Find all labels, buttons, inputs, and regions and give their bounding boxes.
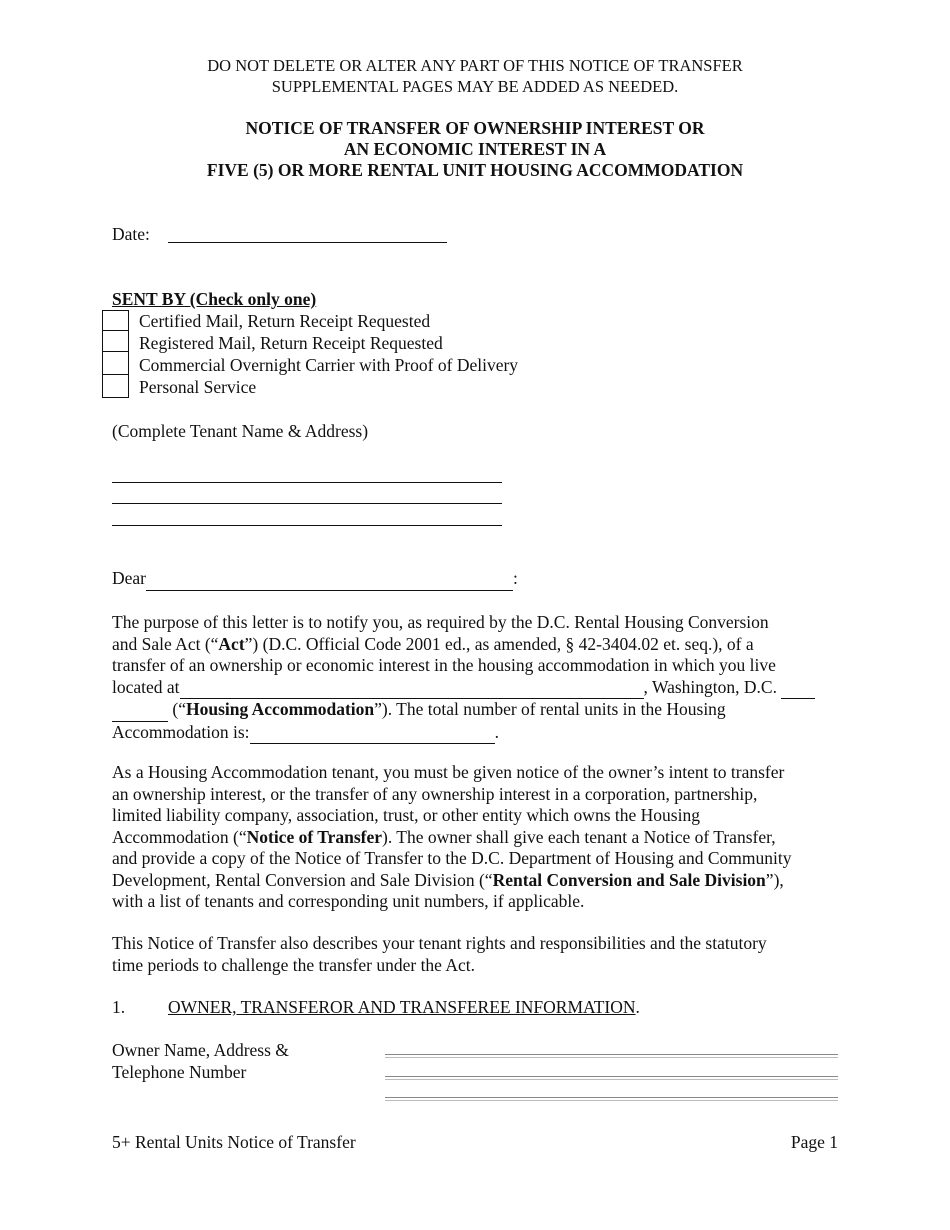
purpose-paragraph: The purpose of this letter is to notify you, as required by the D.C. Rental Housing Conversion and Sale Act (“Act”) (D.C. Official Code 2001 ed., as amended, § 42-3404.02 et. seq.), of a transfer of an ownership or economic interest in the housing accommodation in which you live located at , Washington, D.C. (“Housing Accommodation”). The total number of rental units in the Housing Accommodation is: . <box>112 612 852 744</box>
personal-service-checkbox[interactable] <box>102 375 129 398</box>
date-field[interactable] <box>168 242 447 243</box>
registered-mail-label: Registered Mail, Return Receipt Requested <box>139 333 443 353</box>
title-line-2: AN ECONOMIC INTEREST IN A <box>343 139 607 159</box>
tenant-address-line-2[interactable] <box>112 503 502 504</box>
personal-service-label: Personal Service <box>139 377 257 397</box>
footer-page-number: Page 1 <box>790 1132 838 1152</box>
unit-count-field[interactable] <box>250 722 495 745</box>
property-address-field[interactable] <box>180 677 644 700</box>
overnight-carrier-checkbox[interactable] <box>102 352 129 375</box>
section-1-heading: OWNER, TRANSFEROR AND TRANSFEREE INFORMATION. <box>168 997 640 1017</box>
certified-mail-label: Certified Mail, Return Receipt Requested <box>139 311 431 331</box>
sent-by-heading: SENT BY (Check only one) <box>112 289 317 309</box>
tenant-notice-paragraph: As a Housing Accommodation tenant, you must be given notice of the owner’s intent to transfer an ownership interest, or the transfer of any ownership interest in a corporation, partnership, limited liability company, association, trust, or other entity which owns the Housing Accommodation (“Notice of Transfer). The owner shall give each tenant a Notice of Transfer, and provide a copy of the Notice of Transfer to the D.C. Department of Housing and Community Development, Rental Conversion and Sale Division (“Rental Conversion and Sale Division”), with a list of tenants and corresponding unit numbers, if applicable. <box>112 762 792 911</box>
date-label: Date: <box>112 224 150 244</box>
zip-code-field-end[interactable] <box>112 699 168 722</box>
salutation-name-field[interactable] <box>146 568 513 591</box>
section-1-number: 1. <box>112 997 126 1017</box>
zip-code-field-start[interactable] <box>781 677 815 700</box>
owner-info-line-1[interactable] <box>385 1054 838 1058</box>
tenant-address-line-1[interactable] <box>112 482 502 483</box>
salutation: Dear : <box>112 568 518 591</box>
tenant-address-line-3[interactable] <box>112 525 502 526</box>
title-line-3: FIVE (5) OR MORE RENTAL UNIT HOUSING ACCOMMODATION <box>206 160 744 180</box>
registered-mail-checkbox[interactable] <box>102 331 129 352</box>
document-title <box>0 118 950 181</box>
do-not-alter-notice <box>0 56 950 97</box>
notice-line-1: DO NOT DELETE OR ALTER ANY PART OF THIS NOTICE OF TRANSFER <box>207 56 743 75</box>
tenant-address-label: (Complete Tenant Name & Address) <box>112 421 369 441</box>
title-line-1: NOTICE OF TRANSFER OF OWNERSHIP INTEREST OR <box>245 118 705 138</box>
footer-document-name: 5+ Rental Units Notice of Transfer <box>112 1132 356 1152</box>
rights-paragraph: This Notice of Transfer also describes your tenant rights and responsibilities and the statutory time periods to challenge the transfer under the Act. <box>112 933 767 975</box>
owner-info-line-2[interactable] <box>385 1076 838 1080</box>
certified-mail-checkbox[interactable] <box>102 310 129 331</box>
owner-info-line-3[interactable] <box>385 1097 838 1101</box>
owner-info-label: Owner Name, Address & Telephone Number <box>112 1040 289 1082</box>
overnight-carrier-label: Commercial Overnight Carrier with Proof of Delivery <box>139 355 519 375</box>
notice-line-2: SUPPLEMENTAL PAGES MAY BE ADDED AS NEEDED. <box>271 76 679 96</box>
